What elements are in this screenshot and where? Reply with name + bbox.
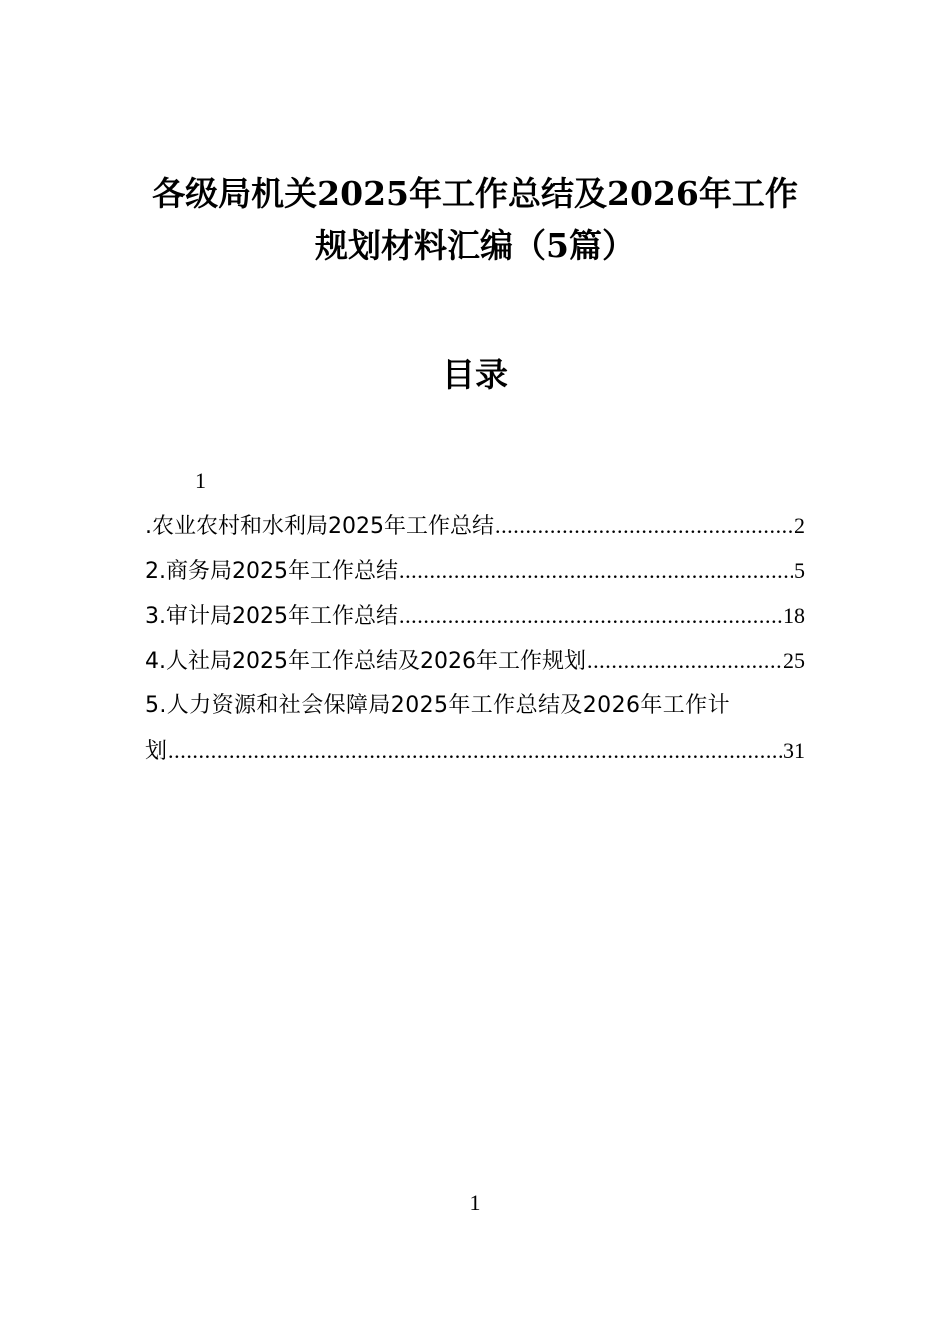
document-title-line-2: 规划材料汇编（5篇） [315,226,635,265]
toc-entry-page: 25 [783,648,805,673]
toc-entry[interactable] [145,688,805,778]
toc-dot-leader [495,508,793,544]
toc-entry-page: 2 [794,513,805,538]
toc-entry[interactable] [145,598,805,643]
toc-entry-label-line-1: 5.人力资源和社会保障局2025年工作总结及2026年工作计 [145,693,730,718]
toc-prefix-number: 1 [195,468,206,493]
toc-dot-leader [168,733,782,769]
toc-entry-label: 3.审计局2025年工作总结 [145,604,398,629]
toc-entry-label: 4.人社局2025年工作总结及2026年工作规划 [145,649,586,674]
footer-page-number: 1 [469,1190,481,1215]
toc-dot-leader [399,553,793,589]
table-of-contents [145,508,805,778]
toc-dot-leader [399,598,782,634]
toc-entry-label: 2.商务局2025年工作总结 [145,559,398,584]
toc-entry-page: 18 [783,603,805,628]
toc-entry-page: 31 [783,738,805,763]
toc-entry-label: .农业农村和水利局2025年工作总结 [145,514,494,539]
toc-entry[interactable] [145,553,805,598]
toc-entry[interactable] [145,508,805,553]
toc-entry-label-line-2: 划 [145,739,168,764]
toc-dot-leader [587,643,782,679]
document-title-line-1: 各级局机关2025年工作总结及2026年工作 [152,174,798,213]
toc-entry[interactable] [145,643,805,688]
toc-entry-page: 5 [794,558,805,583]
toc-heading: 目录 [442,355,508,394]
